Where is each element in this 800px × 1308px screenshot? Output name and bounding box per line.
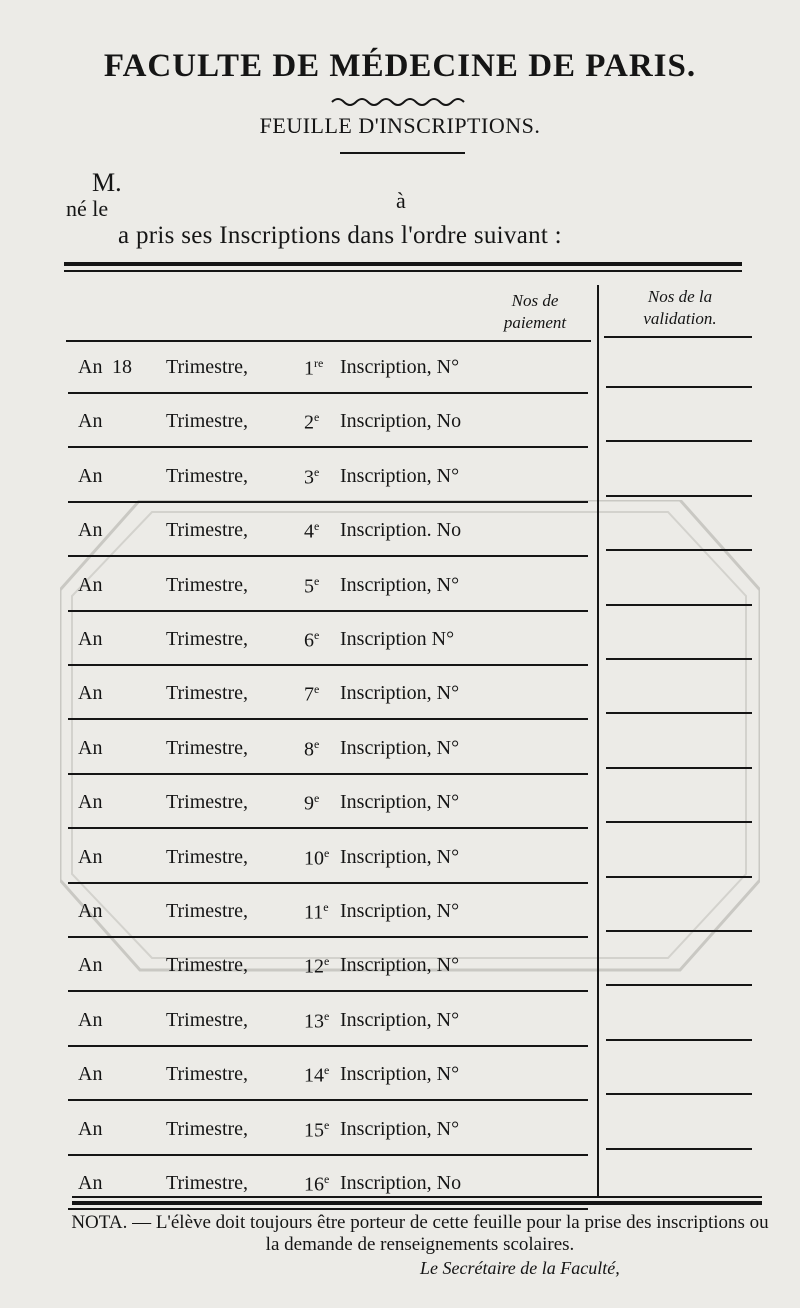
row-rule: [68, 1154, 588, 1156]
inscription-number: 1re: [304, 356, 324, 380]
inscription-row: [0, 465, 600, 505]
inscription-row: [0, 954, 600, 994]
an-label: An: [78, 1118, 103, 1140]
an-label: An: [78, 628, 103, 650]
inscription-row: [0, 1118, 600, 1158]
inscription-label: Inscription, N°: [340, 846, 460, 868]
an-label: An: [78, 356, 103, 378]
an-label: An: [78, 410, 103, 432]
inscription-number: 14e: [304, 1063, 330, 1087]
trimestre-label: Trimestre,: [166, 791, 249, 813]
an-label: An: [78, 682, 103, 704]
row-rule: [68, 1045, 588, 1047]
trimestre-label: Trimestre,: [166, 356, 249, 378]
trimestre-label: Trimestre,: [166, 1063, 249, 1085]
inscription-row: [0, 519, 600, 559]
subtitle-underline: [340, 152, 465, 154]
secretary-signature-label: Le Secrétaire de la Faculté,: [420, 1258, 620, 1278]
inscription-number: 8e: [304, 737, 320, 761]
inscription-row: [0, 682, 600, 722]
inscription-row: [0, 846, 600, 886]
table-top-rule-thin: [64, 270, 742, 272]
an-label: An: [78, 1172, 103, 1194]
trimestre-label: Trimestre,: [166, 519, 249, 541]
trimestre-label: Trimestre,: [166, 682, 249, 704]
inscription-number: 12e: [304, 954, 330, 978]
an-label: An: [78, 1009, 103, 1031]
validation-rule: [606, 1039, 752, 1041]
inscription-row: [0, 1009, 600, 1049]
validation-rule: [606, 1093, 752, 1095]
trimestre-label: Trimestre,: [166, 737, 249, 759]
trimestre-label: Trimestre,: [166, 628, 249, 650]
birth-place-label: à: [396, 188, 406, 213]
validation-rule: [606, 386, 752, 388]
inscription-row: [0, 791, 600, 831]
inscription-row: [0, 1172, 600, 1212]
validation-rule: [606, 440, 752, 442]
validation-rule: [606, 930, 752, 932]
an-label: An: [78, 574, 103, 596]
inscription-row: [0, 410, 600, 450]
table-top-rule: [64, 262, 742, 266]
inscription-number: 15e: [304, 1118, 330, 1142]
an-label: An: [78, 900, 103, 922]
row-rule: [68, 882, 588, 884]
validation-rule: [606, 495, 752, 497]
an-label: An: [78, 737, 103, 759]
row-rule: [68, 1099, 588, 1101]
table-bottom-rule-thick: [72, 1201, 762, 1205]
row-rule: [68, 392, 588, 394]
inscription-number: 7e: [304, 682, 320, 706]
inscription-label: Inscription, N°: [340, 737, 460, 759]
an-label: An: [78, 846, 103, 868]
validation-rule: [606, 876, 752, 878]
column-header-paiement: Nos de paiement: [503, 291, 567, 332]
inscription-number: 11e: [304, 900, 329, 924]
trimestre-label: Trimestre,: [166, 574, 249, 596]
inscription-label: Inscription, N°: [340, 465, 460, 487]
inscription-label: Inscription, N°: [340, 791, 460, 813]
inscription-row: [0, 1063, 600, 1103]
validation-rule: [606, 604, 752, 606]
trimestre-label: Trimestre,: [166, 954, 249, 976]
validation-rule: [606, 712, 752, 714]
inscription-number: 5e: [304, 574, 320, 598]
trimestre-label: Trimestre,: [166, 1172, 249, 1194]
inscription-row: [0, 574, 600, 614]
an-label: An: [78, 954, 103, 976]
header-bottom-rule: [66, 340, 591, 342]
row-rule: [68, 610, 588, 612]
trimestre-label: Trimestre,: [166, 410, 249, 432]
page-title: FACULTE DE MÉDECINE DE PARIS.: [103, 48, 697, 84]
trimestre-label: Trimestre,: [166, 1118, 249, 1140]
trimestre-label: Trimestre,: [166, 1009, 249, 1031]
inscription-label: Inscription, N°: [340, 1063, 460, 1085]
inscription-label: Inscription. No: [340, 519, 462, 541]
inscription-label: Inscription, N°: [340, 1118, 460, 1140]
column-header-validation: Nos de la validation.: [643, 287, 717, 328]
validation-rule: [606, 984, 752, 986]
row-rule: [68, 936, 588, 938]
year-value: 18: [112, 356, 132, 378]
an-label: An: [78, 465, 103, 487]
validation-rule: [606, 658, 752, 660]
intro-text: a pris ses Inscriptions dans l'ordre suivant :: [118, 222, 562, 249]
inscription-label: Inscription N°: [340, 628, 455, 650]
trimestre-label: Trimestre,: [166, 846, 249, 868]
inscription-label: Inscription, N°: [340, 682, 460, 704]
inscription-number: 16e: [304, 1172, 330, 1196]
row-rule: [68, 773, 588, 775]
inscription-label: Inscription, No: [340, 1172, 462, 1194]
inscription-row: [0, 628, 600, 668]
sheet-subtitle: FEUILLE D'INSCRIPTIONS.: [259, 113, 541, 138]
student-name-label: M.: [92, 168, 122, 197]
inscription-number: 3e: [304, 465, 320, 489]
trimestre-label: Trimestre,: [166, 900, 249, 922]
validation-rule: [606, 549, 752, 551]
inscription-label: Inscription, N°: [340, 356, 460, 378]
row-rule: [68, 664, 588, 666]
nota-text: NOTA. — L'élève doit toujours être porteur de cette feuille pour la prise des inscriptions ou la demande de renseignements scolaires.: [71, 1212, 769, 1255]
row-rule: [68, 1208, 588, 1210]
row-rule: [68, 718, 588, 720]
inscription-row: [0, 737, 600, 777]
row-rule: [68, 446, 588, 448]
row-rule: [68, 990, 588, 992]
inscription-label: Inscription, N°: [340, 954, 460, 976]
inscription-number: 4e: [304, 519, 320, 543]
row-rule: [68, 555, 588, 557]
inscription-row: [0, 356, 600, 396]
ornamental-flourish: [330, 96, 470, 108]
inscription-number: 2e: [304, 410, 320, 434]
table-bottom-rule: [72, 1196, 762, 1198]
inscription-number: 13e: [304, 1009, 330, 1033]
inscription-label: Inscription, N°: [340, 574, 460, 596]
an-label: An: [78, 791, 103, 813]
inscription-number: 10e: [304, 846, 330, 870]
inscription-number: 6e: [304, 628, 320, 652]
header-bottom-rule-right: [604, 336, 752, 338]
validation-rule: [606, 1148, 752, 1150]
birth-date-label: né le: [66, 196, 109, 221]
row-rule: [68, 501, 588, 503]
row-rule: [68, 827, 588, 829]
an-label: An: [78, 1063, 103, 1085]
an-label: An: [78, 519, 103, 541]
inscription-label: Inscription, No: [340, 410, 462, 432]
inscription-number: 9e: [304, 791, 320, 815]
inscription-label: Inscription, N°: [340, 1009, 460, 1031]
inscription-row: [0, 900, 600, 940]
validation-rule: [606, 821, 752, 823]
validation-rule: [606, 767, 752, 769]
trimestre-label: Trimestre,: [166, 465, 249, 487]
inscription-label: Inscription, N°: [340, 900, 460, 922]
